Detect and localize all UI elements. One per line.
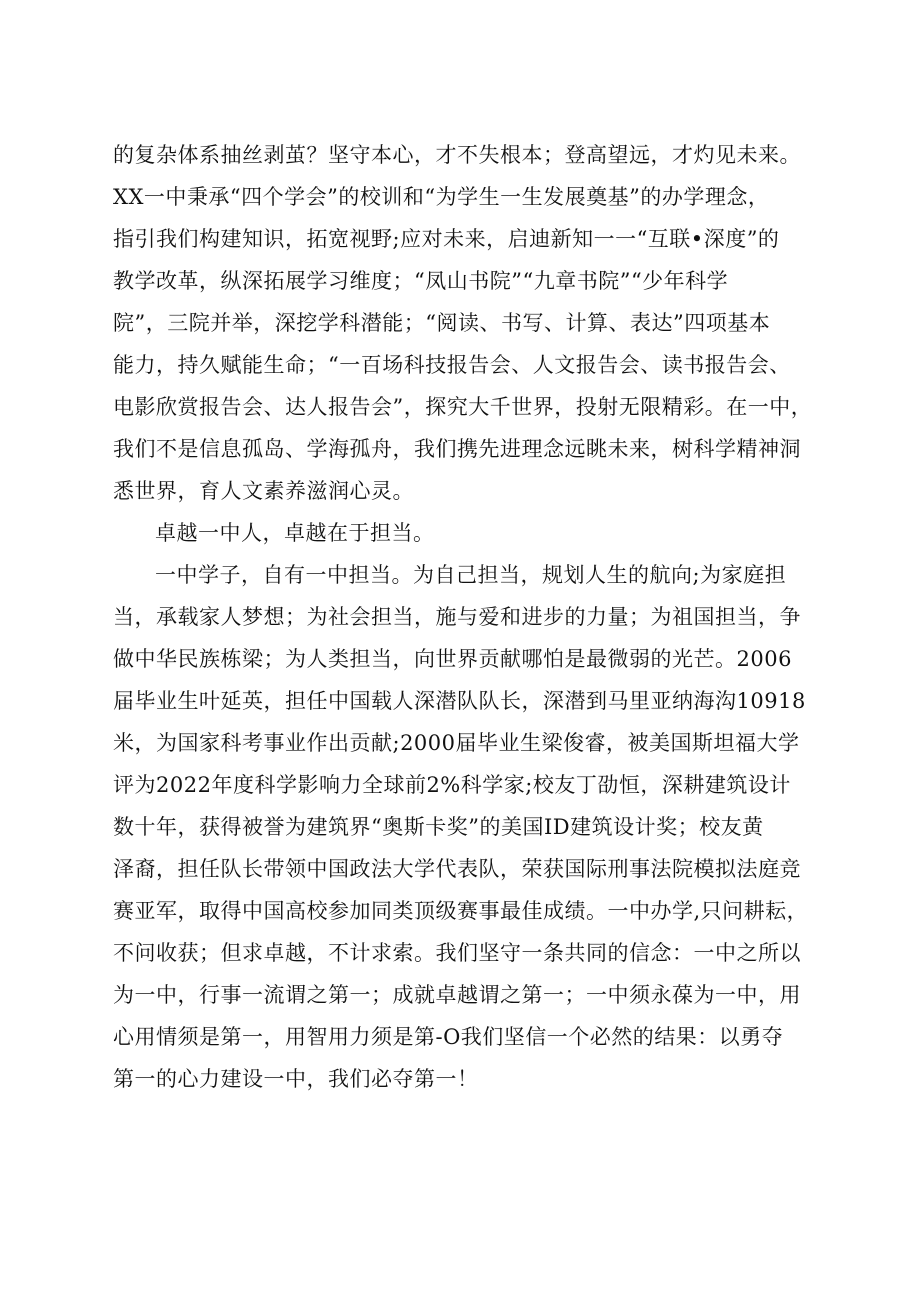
text-line: 教学改革，纵深拓展学习维度；“凤山书院”“九章书院”“少年科学: [113, 269, 729, 293]
text-line: 赛亚军，取得中国高校参加同类顶级赛事最佳成绩。一中办学,只问耕耘，: [113, 899, 809, 923]
text-line: 泽裔，担任队长带领中国政法大学代表队，荣获国际刑事法院模拟法庭竞: [113, 857, 801, 881]
text-line: 的复杂体系抽丝剥茧？坚守本心，才不失根本；登高望远，才灼见未来。: [113, 143, 801, 167]
paragraph-heading-responsibility: [113, 512, 813, 554]
text-line: 心用情须是第一，用智用力须是第-O我们坚信一个必然的结果：以勇夺: [113, 1025, 784, 1049]
text-line: 不问收获；但求卓越，不计求索。我们坚守一条共同的信念：一中之所以: [113, 941, 801, 965]
text-line: 第一的心力建设一中，我们必夺第一！: [113, 1067, 479, 1091]
paragraph-vision: [113, 134, 813, 512]
text-line: 能力，持久赋能生命；“一百场科技报告会、人文报告会、读书报告会、: [113, 353, 791, 377]
text-line: 做中华民族栋梁；为人类担当，向世界贡献哪怕是最微弱的光芒。2006: [113, 647, 792, 671]
text-line: 我们不是信息孤岛、学海孤舟，我们携先进理念远眺未来，树科学精神洞: [113, 437, 801, 461]
document-body: [113, 134, 813, 1100]
text-line: 当，承载家人梦想；为社会担当，施与爱和进步的力量；为祖国担当，争: [113, 605, 801, 629]
text-line: 为一中，行事一流谓之第一；成就卓越谓之第一；一中须永葆为一中，用: [113, 983, 801, 1007]
text-line: 米，为国家科考事业作出贡献;2000届毕业生梁俊睿，被美国斯坦福大学: [113, 731, 800, 755]
text-line: 电影欣赏报告会、达人报告会”，探究大千世界，投射无限精彩。在一中，: [113, 395, 813, 419]
text-line: 指引我们构建知识，拓宽视野;应对未来，启迪新知一一“互联•深度”的: [113, 227, 780, 251]
text-line: XX一中秉承“四个学会”的校训和“为学生一生发展奠基”的办学理念，: [113, 185, 770, 209]
text-line: 院”，三院并举，深挖学科潜能；“阅读、书写、计算、表达”四项基本: [113, 311, 771, 335]
paragraph-responsibility: [113, 554, 813, 1100]
text-line: 评为2022年度科学影响力全球前2%科学家;校友丁劭恒，深耕建筑设计: [113, 773, 791, 797]
text-line: 一中学子，自有一中担当。为自己担当，规划人生的航向;为家庭担: [155, 563, 787, 587]
text-line: 卓越一中人，卓越在于担当。: [155, 521, 435, 545]
text-line: 数十年，获得被誉为建筑界“奥斯卡奖”的美国ID建筑设计奖；校友黄: [113, 815, 764, 839]
text-line: 悉世界，育人文素养滋润心灵。: [113, 479, 414, 503]
text-line: 届毕业生叶延英，担任中国载人深潜队队长，深潜到马里亚纳海沟10918: [113, 689, 806, 713]
